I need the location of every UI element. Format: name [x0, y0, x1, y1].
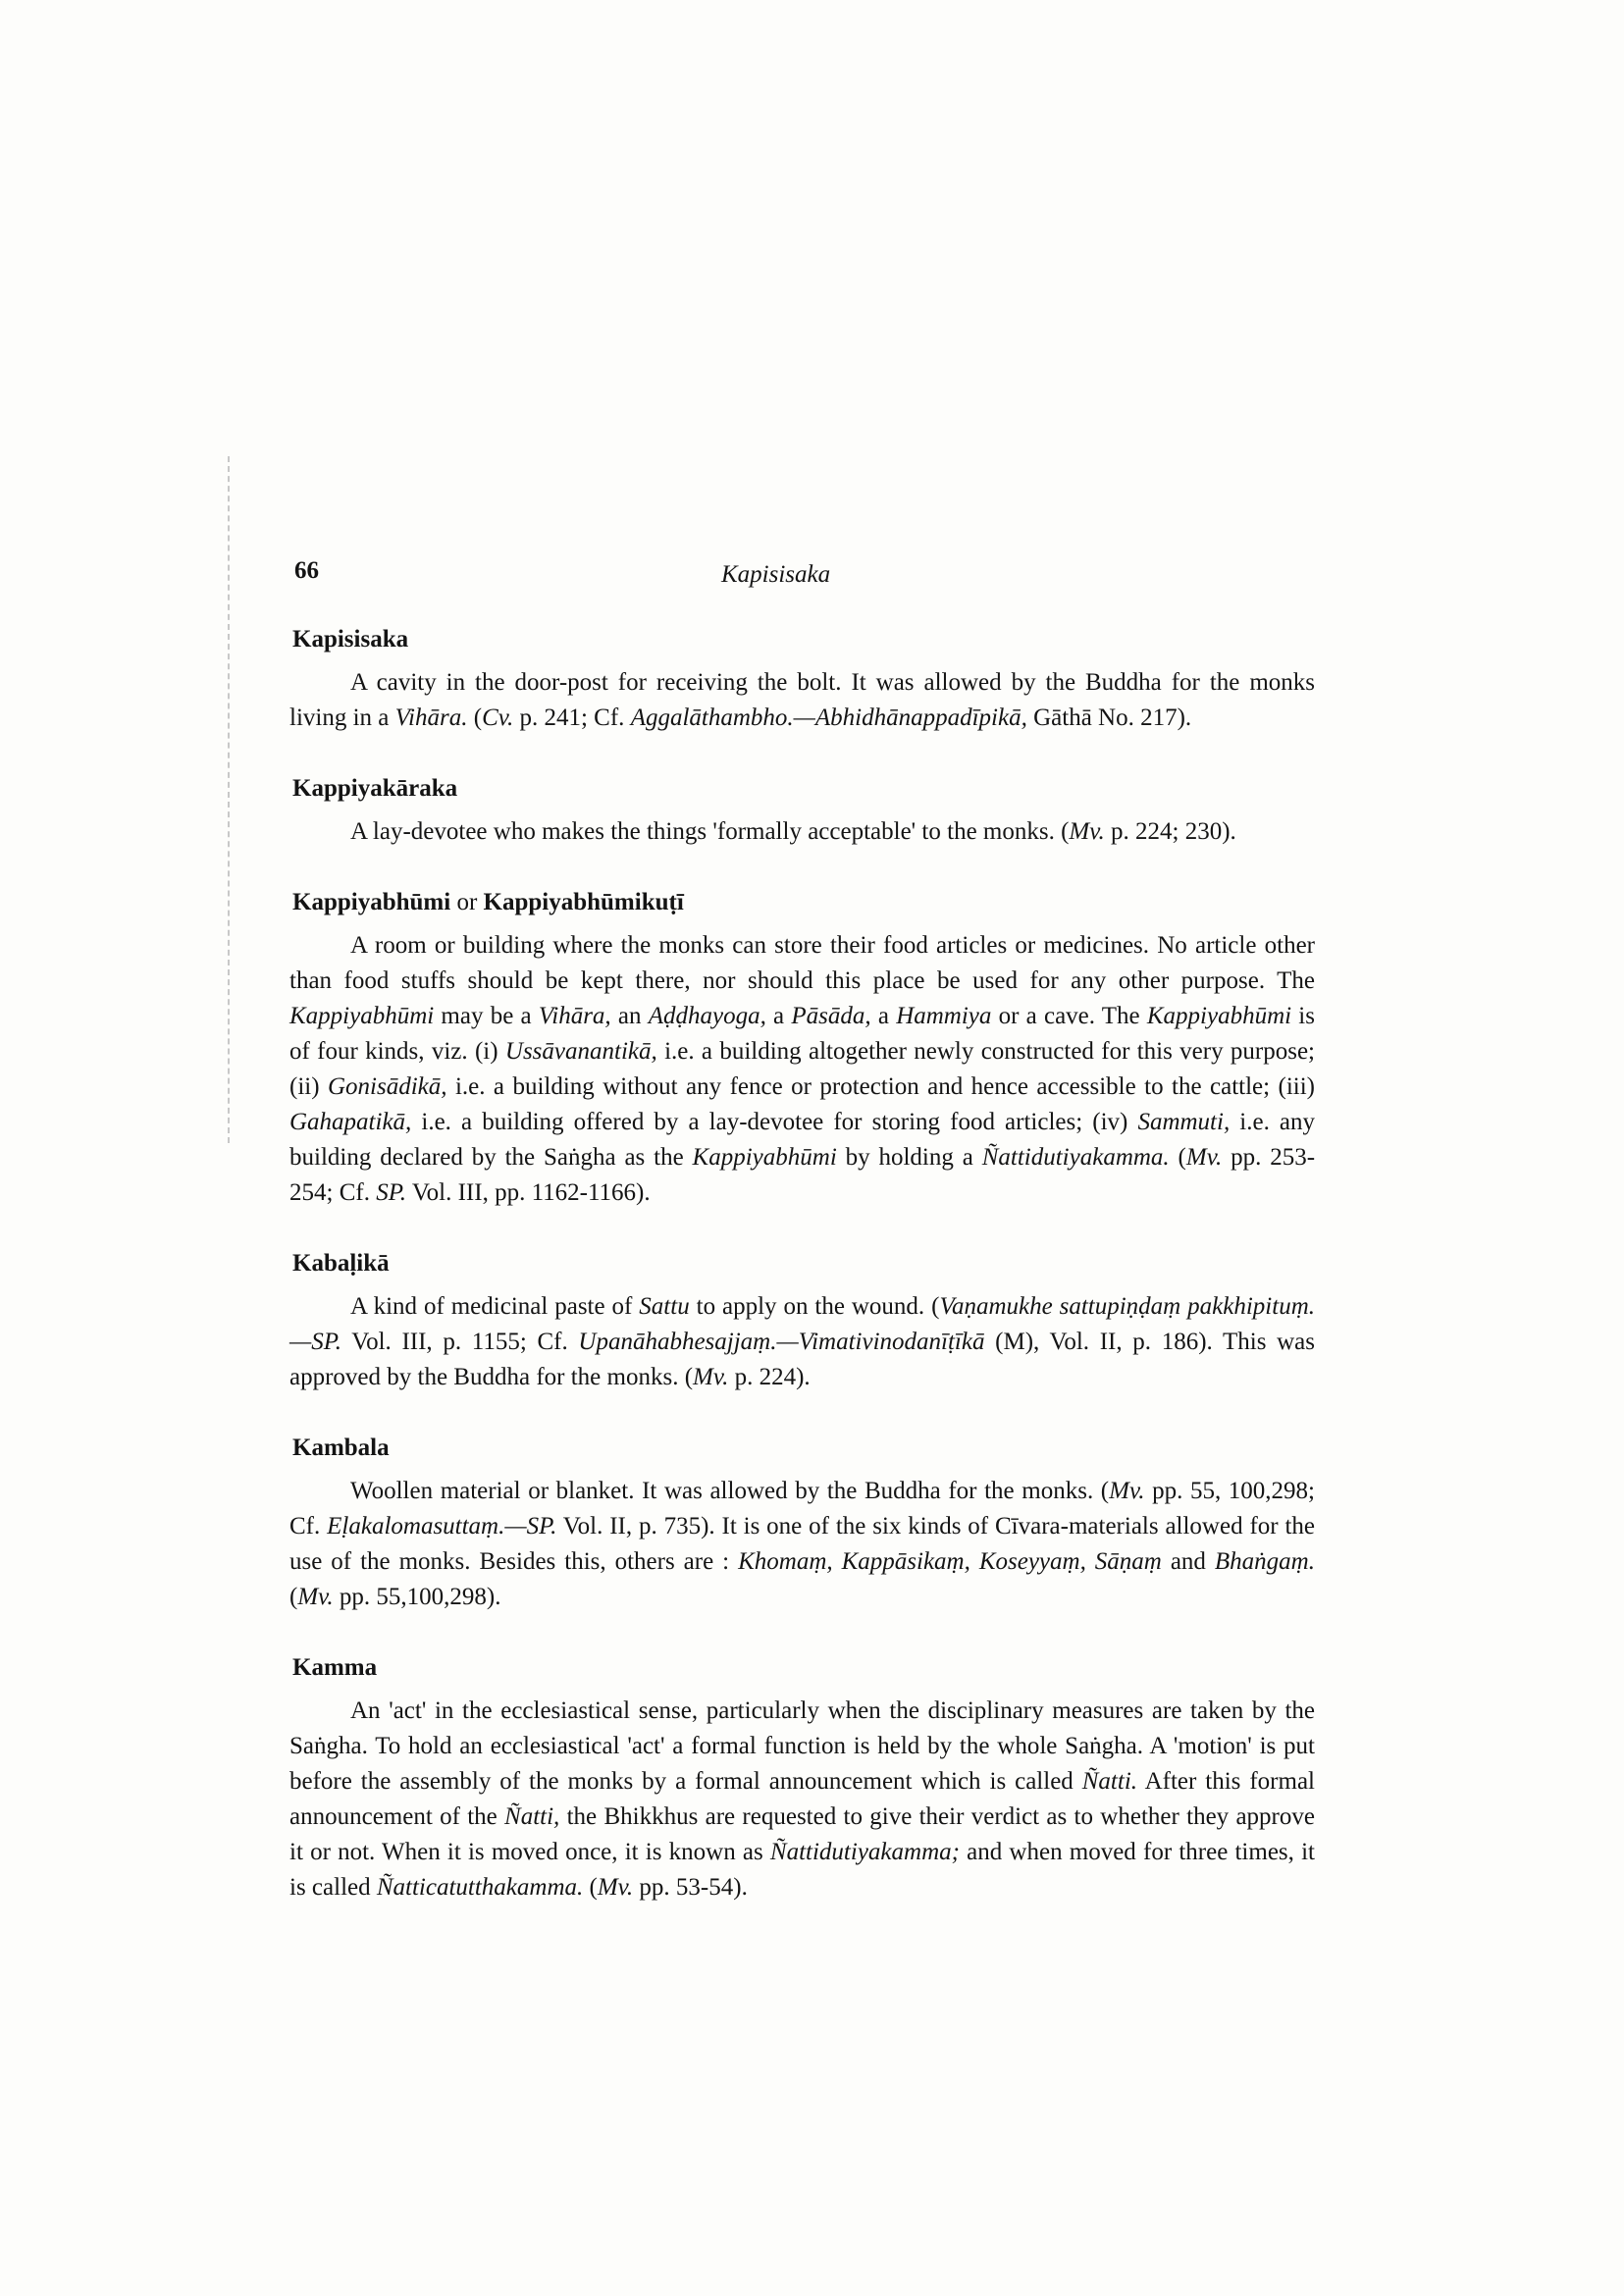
italic-term: Gonisādikā,: [327, 1073, 447, 1100]
italic-term: Ñatti,: [504, 1803, 560, 1830]
entry-body: A lay-devotee who makes the things 'formally acceptable' to the monks. (Mv. p. 224; 230).: [350, 818, 1236, 845]
italic-term: Khomaṃ, Kappāsikaṃ, Koseyyaṃ, Sāṇaṃ: [738, 1548, 1162, 1575]
italic-term: Hammiya: [896, 1003, 992, 1029]
entry-body: An 'act' in the ecclesiastical sense, particularly when the disciplinary measures are taken by the Saṅgha. To hold an ecclesiastical 'act' a formal function is held by the whole Saṅgha. A 'motion' is put before the assembly of the monks by a formal announcement which is called Ñatti. After this formal announcement of the Ñatti, the Bhikkhus are requested to give their verdict as to whether they approve it or not. When it is moved once, it is known as Ñattidutiyakamma; and when moved for three times, it is called Ñatticatutthakamma. (Mv. pp. 53-54).: [289, 1697, 1315, 1901]
italic-term: Ñatti.: [1081, 1768, 1138, 1795]
italic-term: Sattu: [639, 1293, 690, 1320]
entry-head-or: or: [450, 889, 484, 915]
italic-term: Cv.: [482, 704, 514, 731]
entry-kappiyakaraka: [289, 775, 1315, 850]
italic-term: Kappiyabhūmi: [289, 1003, 435, 1029]
italic-term: Pāsāda,: [791, 1003, 871, 1029]
italic-term: Mv.: [693, 1364, 729, 1390]
italic-term: Aggalāthambho.—Abhidhānappadīpikā,: [630, 704, 1027, 731]
margin-rule: [228, 456, 230, 1143]
italic-term: Mv.: [1185, 1144, 1223, 1171]
entry-body: Woollen material or blanket. It was allowed by the Buddha for the monks. (Mv. pp. 55, 100,298; Cf. Eḷakalomasuttaṃ.—SP. Vol. II, p. 735). It is one of the six kinds of Cīvara-materials allowed for the use of the monks. Besides this, others are : Khomaṃ, Kappāsikaṃ, Koseyyaṃ, Sāṇaṃ and Bhaṅgaṃ. (Mv. pp. 55,100,298).: [289, 1478, 1316, 1610]
italic-term: Vihāra,: [538, 1003, 611, 1029]
entry-body: A kind of medicinal paste of Sattu to apply on the wound. (Vaṇamukhe sattupiṇḍaṃ pakkhipituṃ.—SP. Vol. III, p. 1155; Cf. Upanāhabhesajjaṃ.—Vimativinodanīṭīkā (M), Vol. II, p. 186). This was approved by the Buddha for the monks. (Mv. p. 224).: [289, 1293, 1315, 1390]
italic-term: Ussāvanantikā,: [504, 1038, 657, 1065]
italic-term: Mv.: [1109, 1478, 1145, 1504]
entry-head-alt: Kappiyabhūmikuṭī: [483, 889, 684, 915]
entry-kappiyabhumi: [289, 889, 1315, 1211]
italic-term: Ñatticatutthakamma.: [376, 1874, 584, 1901]
entry-head: Kabaḷikā: [292, 1250, 390, 1277]
entry-kamma: [289, 1654, 1315, 1905]
italic-term: Mv.: [597, 1874, 634, 1901]
entry-head: [292, 889, 1315, 916]
page-number: 66: [294, 557, 319, 584]
italic-term: Ñattidutiyakamma;: [769, 1839, 960, 1865]
italic-term: Gahapatikā,: [289, 1109, 412, 1135]
italic-term: Ñattidutiyakamma.: [981, 1144, 1170, 1171]
entry-kapisisaka: [289, 626, 1315, 736]
entry-head: Kambala: [292, 1435, 390, 1461]
italic-term: Eḷakalomasuttaṃ.—SP.: [327, 1513, 557, 1539]
entry-body: A cavity in the door-post for receiving the bolt. It was allowed by the Buddha for the monks living in a Vihāra. (Cv. p. 241; Cf. Aggalāthambho.—Abhidhānappadīpikā, Gāthā No. 217).: [289, 669, 1315, 731]
italic-term: Vaṇamukhe sattupiṇḍaṃ pakkhipituṃ.—SP.: [289, 1293, 1315, 1355]
italic-term: SP.: [376, 1179, 407, 1206]
entry-head-main: Kappiyabhūmi: [292, 889, 451, 915]
italic-term: Kappiyabhūmi: [692, 1144, 837, 1171]
italic-term: Upanāhabhesajjaṃ.—Vimativinodanīṭīkā: [578, 1329, 985, 1355]
entry-body: A room or building where the monks can store their food articles or medicines. No article other than food stuffs should be kept there, nor should this place be used for any other purpose. The Kappiyabhūmi may be a Vihāra, an Aḍḍhayoga, a Pāsāda, a Hammiya or a cave. The Kappiyabhūmi is of four kinds, viz. (i) Ussāvanantikā, i.e. a building altogether newly constructed for this very purpose; (ii) Gonisādikā, i.e. a building without any fence or protection and hence accessible to the cattle; (iii) Gahapatikā, i.e. a building offered by a lay-devotee for storing food articles; (iv) Sammuti, i.e. any building declared by the Saṅgha as the Kappiyabhūmi by holding a Ñattidutiyakamma. (Mv. pp. 253-254; Cf. SP. Vol. III, pp. 1162-1166).: [289, 932, 1316, 1206]
italic-term: Vihāra.: [394, 704, 468, 731]
italic-term: Kappiyabhūmi: [1146, 1003, 1292, 1029]
entry-kambala: [289, 1435, 1315, 1615]
entry-head: Kappiyakāraka: [292, 775, 458, 802]
page: [289, 557, 1315, 1945]
italic-term: Sammuti,: [1137, 1109, 1231, 1135]
entry-kabalika: [289, 1250, 1315, 1395]
entry-head: Kamma: [292, 1654, 378, 1681]
running-title: Kapisisaka: [721, 561, 831, 588]
entry-head: Kapisisaka: [292, 626, 409, 652]
running-head: [289, 557, 1315, 599]
italic-term: Mv.: [297, 1584, 334, 1610]
italic-term: Aḍḍhayoga,: [648, 1003, 766, 1029]
italic-term: Bhaṅgaṃ.: [1214, 1548, 1315, 1575]
italic-term: Mv.: [1069, 818, 1105, 845]
